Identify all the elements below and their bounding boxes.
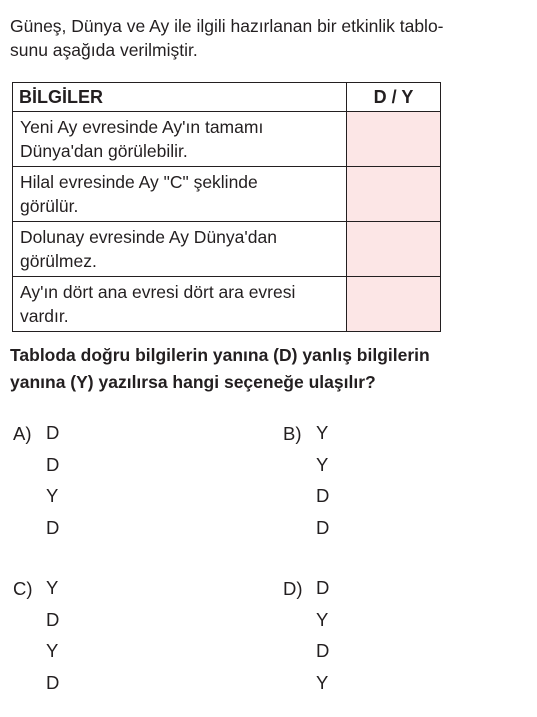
option-label: C) bbox=[13, 578, 33, 599]
question-text bbox=[10, 342, 520, 396]
statement-cell bbox=[13, 112, 347, 167]
option-label: B) bbox=[283, 423, 302, 444]
statement-line: vardır. bbox=[20, 306, 69, 326]
info-table bbox=[12, 82, 441, 332]
option-value: Y bbox=[316, 422, 329, 443]
table-row bbox=[13, 167, 441, 222]
option-value: D bbox=[46, 422, 60, 443]
option-value: D bbox=[316, 516, 330, 538]
header-dy: D / Y bbox=[347, 83, 441, 112]
answer-cell bbox=[347, 277, 441, 332]
statement-cell bbox=[13, 222, 347, 277]
option-value: Y bbox=[316, 671, 329, 693]
table-row bbox=[13, 277, 441, 332]
option-value: D bbox=[316, 577, 330, 598]
table-row bbox=[13, 222, 441, 277]
option-values bbox=[316, 578, 329, 704]
option-value: D bbox=[46, 453, 60, 475]
option-value: D bbox=[46, 671, 60, 693]
statement-line: Dünya'dan görülebilir. bbox=[20, 141, 188, 161]
answer-cell bbox=[347, 222, 441, 277]
option-label: D) bbox=[283, 578, 303, 599]
statement-line: Ay'ın dört ana evresi dört ara evresi bbox=[20, 282, 296, 302]
option-value: D bbox=[316, 485, 330, 506]
intro-line: sunu aşağıda verilmiştir. bbox=[10, 40, 198, 60]
intro-text bbox=[10, 14, 520, 62]
option-values bbox=[316, 423, 329, 549]
option-value: D bbox=[316, 640, 330, 661]
answer-cell bbox=[347, 167, 441, 222]
question-line: Tabloda doğru bilgilerin yanına (D) yanlış bilgilerin bbox=[10, 345, 430, 365]
statement-line: görülür. bbox=[20, 196, 79, 216]
option-value: Y bbox=[316, 453, 329, 475]
statement-cell bbox=[13, 167, 347, 222]
statement-line: Yeni Ay evresinde Ay'ın tamamı bbox=[20, 117, 264, 137]
statement-cell bbox=[13, 277, 347, 332]
statement-line: görülmez. bbox=[20, 251, 97, 271]
answer-cell bbox=[347, 112, 441, 167]
option-value: Y bbox=[46, 640, 59, 661]
option-values bbox=[46, 578, 59, 704]
option-label: A) bbox=[13, 423, 32, 444]
option-value: D bbox=[46, 516, 60, 538]
option-value: D bbox=[46, 608, 60, 630]
table-row bbox=[13, 112, 441, 167]
table-header-row bbox=[13, 83, 441, 112]
option-value: Y bbox=[46, 485, 59, 506]
statement-line: Hilal evresinde Ay "C" şeklinde bbox=[20, 172, 258, 192]
header-bilgiler: BİLGİLER bbox=[13, 83, 347, 112]
question-line: yanına (Y) yazılırsa hangi seçeneğe ulaşılır? bbox=[10, 372, 376, 392]
option-value: Y bbox=[46, 577, 59, 598]
option-value: Y bbox=[316, 608, 329, 630]
option-values bbox=[46, 423, 59, 549]
statement-line: Dolunay evresinde Ay Dünya'dan bbox=[20, 227, 277, 247]
intro-line: Güneş, Dünya ve Ay ile ilgili hazırlanan bir etkinlik tablo- bbox=[10, 16, 444, 36]
